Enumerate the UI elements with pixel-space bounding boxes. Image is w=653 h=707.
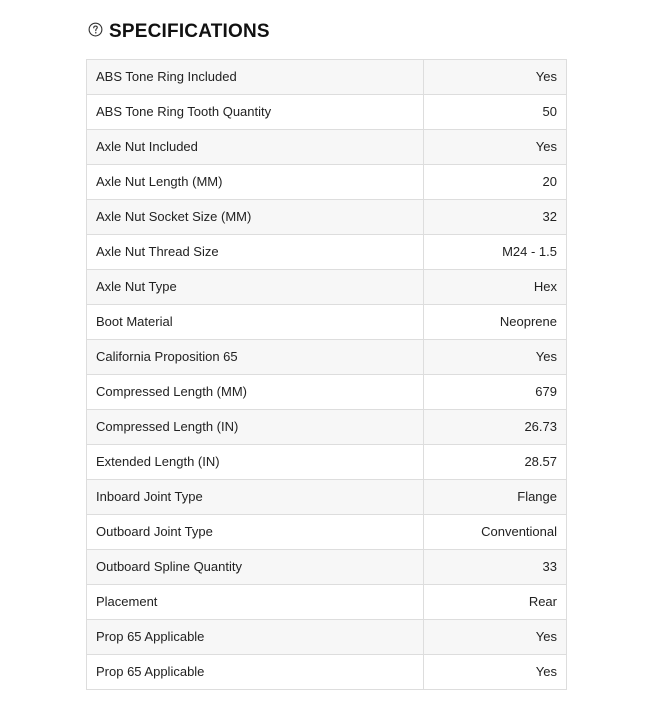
table-row bbox=[87, 200, 567, 235]
spec-value: 679 bbox=[424, 375, 567, 410]
spec-value: Yes bbox=[424, 655, 567, 690]
specifications-section bbox=[86, 18, 567, 690]
table-row bbox=[87, 445, 567, 480]
table-row bbox=[87, 550, 567, 585]
spec-value: Hex bbox=[424, 270, 567, 305]
spec-label: Axle Nut Type bbox=[87, 270, 424, 305]
spec-value: 32 bbox=[424, 200, 567, 235]
table-row bbox=[87, 60, 567, 95]
spec-value: Rear bbox=[424, 585, 567, 620]
table-row bbox=[87, 340, 567, 375]
spec-value: Yes bbox=[424, 60, 567, 95]
section-heading bbox=[86, 18, 567, 46]
spec-label: Placement bbox=[87, 585, 424, 620]
spec-label: Prop 65 Applicable bbox=[87, 655, 424, 690]
table-row bbox=[87, 165, 567, 200]
spec-value: Neoprene bbox=[424, 305, 567, 340]
spec-label: Axle Nut Length (MM) bbox=[87, 165, 424, 200]
table-row bbox=[87, 585, 567, 620]
spec-value: 50 bbox=[424, 95, 567, 130]
spec-value: Yes bbox=[424, 130, 567, 165]
spec-value: Conventional bbox=[424, 515, 567, 550]
spec-value: Flange bbox=[424, 480, 567, 515]
table-row bbox=[87, 655, 567, 690]
spec-value: Yes bbox=[424, 340, 567, 375]
spec-label: Axle Nut Thread Size bbox=[87, 235, 424, 270]
spec-label: Extended Length (IN) bbox=[87, 445, 424, 480]
spec-label: Axle Nut Socket Size (MM) bbox=[87, 200, 424, 235]
spec-label: Axle Nut Included bbox=[87, 130, 424, 165]
spec-value: Yes bbox=[424, 620, 567, 655]
spec-value: 20 bbox=[424, 165, 567, 200]
spec-label: Compressed Length (MM) bbox=[87, 375, 424, 410]
table-row bbox=[87, 270, 567, 305]
specifications-table bbox=[86, 59, 567, 690]
question-circle-icon[interactable] bbox=[88, 22, 103, 37]
spec-label: Compressed Length (IN) bbox=[87, 410, 424, 445]
table-row bbox=[87, 130, 567, 165]
spec-value: 33 bbox=[424, 550, 567, 585]
spec-label: Outboard Spline Quantity bbox=[87, 550, 424, 585]
table-row bbox=[87, 95, 567, 130]
table-row bbox=[87, 305, 567, 340]
table-row bbox=[87, 480, 567, 515]
table-row bbox=[87, 375, 567, 410]
table-row bbox=[87, 515, 567, 550]
spec-value: M24 - 1.5 bbox=[424, 235, 567, 270]
table-row bbox=[87, 410, 567, 445]
spec-value: 26.73 bbox=[424, 410, 567, 445]
spec-label: Outboard Joint Type bbox=[87, 515, 424, 550]
spec-label: ABS Tone Ring Included bbox=[87, 60, 424, 95]
spec-label: Boot Material bbox=[87, 305, 424, 340]
section-title: SPECIFICATIONS bbox=[109, 21, 270, 42]
table-row bbox=[87, 620, 567, 655]
spec-label: Prop 65 Applicable bbox=[87, 620, 424, 655]
spec-label: ABS Tone Ring Tooth Quantity bbox=[87, 95, 424, 130]
spec-label: California Proposition 65 bbox=[87, 340, 424, 375]
table-row bbox=[87, 235, 567, 270]
spec-label: Inboard Joint Type bbox=[87, 480, 424, 515]
spec-value: 28.57 bbox=[424, 445, 567, 480]
